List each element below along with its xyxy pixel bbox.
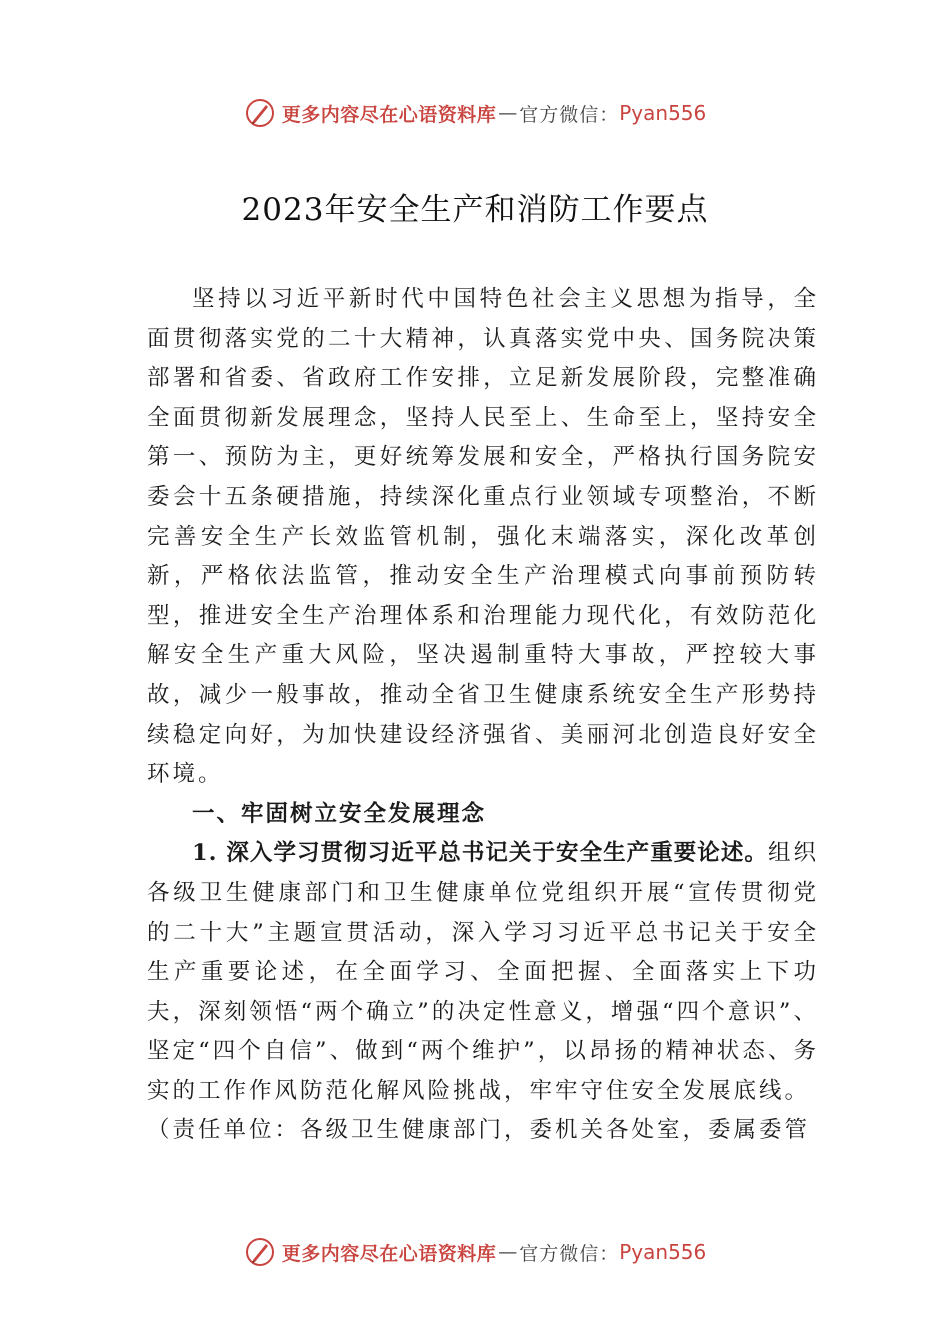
footer-watermark bbox=[0, 1232, 950, 1272]
item-paragraph bbox=[147, 834, 819, 1111]
watermark-account-id: Pyan556 bbox=[619, 101, 707, 125]
intro-paragraph: 坚持以习近平新时代中国特色社会主义思想为指导，全面贯彻落实党的二十大精神，认真落实党中央、国务院决策部署和省委、省政府工作安排，立足新发展阶段，完整准确全面贯彻新发展理念，坚持人民至上、生命至上，坚持安全第一、预防为主，更好统筹发展和安全，严格执行国务院安委会十五条硬措施，持续深化重点行业领域专项整治，不断完善安全生产长效监管机制，强化末端落实，深化改革创新，严格依法监管，推动安全生产治理模式向事前预防转型，推进安全生产治理体系和治理能力现代化，有效防范化解安全生产重大风险，坚决遏制重特大事故，严控较大事故，减少一般事故，推动全省卫生健康系统安全生产形势持续稳定向好，为加快建设经济强省、美丽河北创造良好安全环境。 bbox=[147, 286, 819, 788]
watermark-dash: — bbox=[498, 1241, 518, 1263]
watermark-dash: — bbox=[498, 102, 518, 124]
watermark-text: 更多内容尽在心语资料库 bbox=[281, 1242, 497, 1265]
watermark-text: 更多内容尽在心语资料库 bbox=[281, 103, 497, 126]
watermark-account-id: Pyan556 bbox=[619, 1240, 707, 1264]
watermark-account-label: 官方微信： bbox=[519, 103, 620, 126]
responsibility-line: （责任单位：各级卫生健康部门，委机关各处室，委属委管 bbox=[147, 1117, 811, 1144]
item-body: 组织各级卫生健康部门和卫生健康单位党组织开展“宣传贯彻党的二十大”主题宣贯活动，深入学习习近平总书记关于安全生产重要论述，在全面学习、全面把握、全面落实上下功夫，深刻领悟“两个确立”的决定性意义，增强“四个意识”、坚定“四个自信”、做到“两个维护”，以昂扬的精神状态、务实的工作作风防范化解风险挑战，牢牢守住安全发展底线。 bbox=[147, 840, 819, 1104]
header-watermark bbox=[0, 93, 950, 133]
quill-pen-logo-icon bbox=[244, 97, 276, 129]
document-body bbox=[147, 280, 819, 1151]
quill-pen-logo-icon bbox=[244, 1236, 276, 1268]
watermark-account-label: 官方微信： bbox=[519, 1242, 620, 1265]
section-heading: 一、牢固树立安全发展理念 bbox=[192, 800, 487, 827]
item-heading: 1. 深入学习贯彻习近平总书记关于安全生产重要论述。 bbox=[192, 840, 768, 867]
document-title: 2023年安全生产和消防工作要点 bbox=[241, 192, 709, 228]
